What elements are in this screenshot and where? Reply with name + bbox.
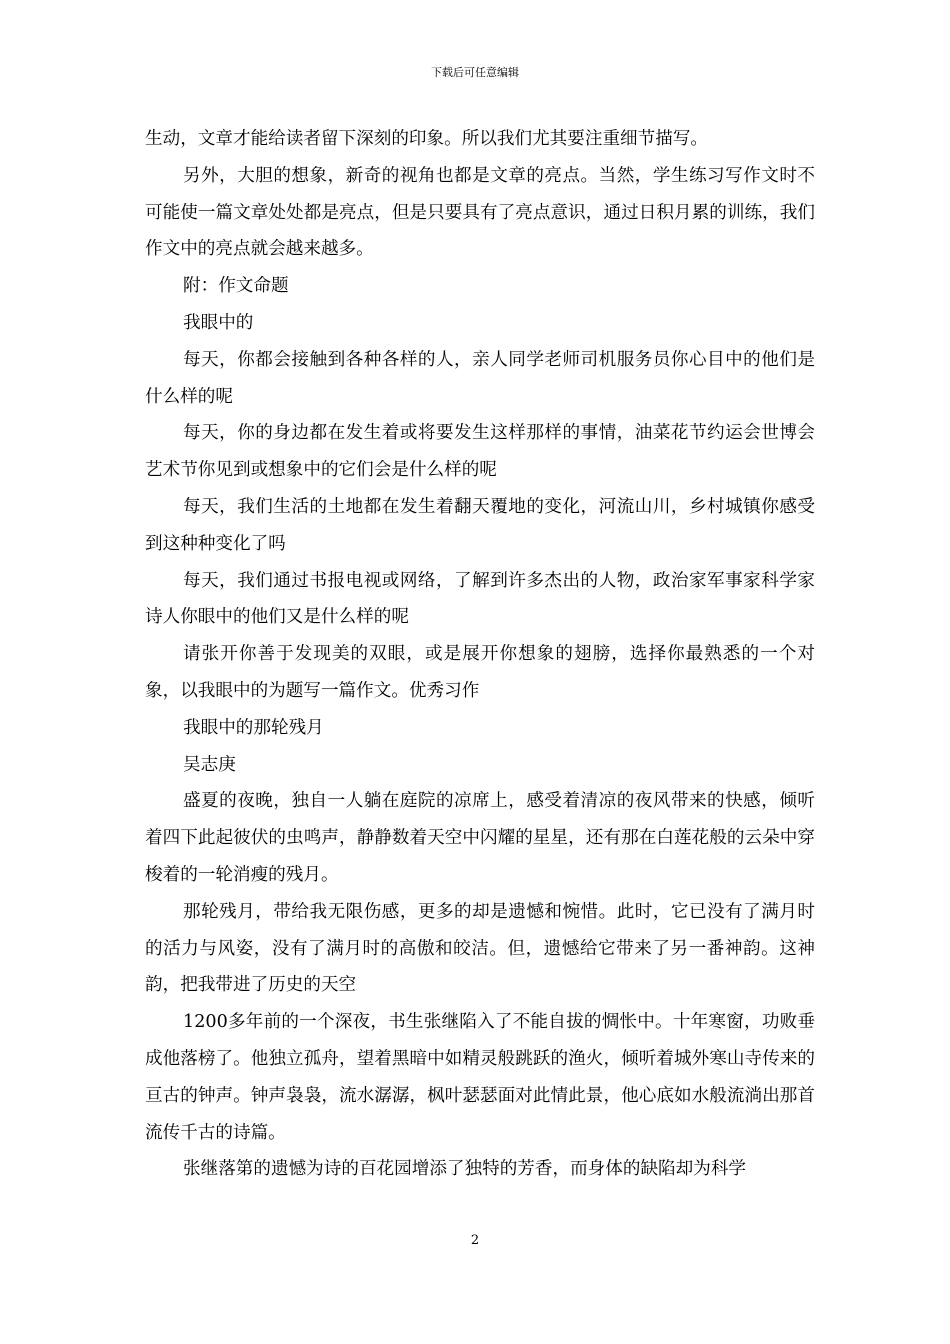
paragraph-5: 每天，你都会接触到各种各样的人，亲人同学老师司机服务员你心目中的他们是什么样的呢 bbox=[145, 349, 815, 407]
page-header bbox=[0, 66, 950, 80]
paragraph-14: 1200多年前的一个深夜，书生张继陷入了不能自拔的惆怅中。十年寒窗，功败垂成他落榜了。他独立孤舟，望着黑暗中如精灵般跳跃的渔火，倾听着城外寒山寺传来的亘古的钟声。钟声袅袅，流水潺潺，枫叶瑟瑟面对此情此景，他心底如水般流淌出那首流传千古的诗篇。 bbox=[145, 1012, 815, 1143]
paragraph-2: 另外，大胆的想象，新奇的视角也都是文章的亮点。当然，学生练习写作文时不可能使一篇文章处处都是亮点，但是只要具有了亮点意识，通过日积月累的训练，我们作文中的亮点就会越来越多。 bbox=[145, 165, 815, 260]
paragraph-15: 张继落第的遗憾为诗的百花园增添了独特的芳香，而身体的缺陷却为科学 bbox=[183, 1159, 747, 1180]
essay-title: 我眼中的那轮残月 bbox=[183, 717, 324, 738]
header-text: 下载后可任意编辑 bbox=[431, 66, 519, 79]
paragraph-12: 盛夏的夜晚，独自一人躺在庭院的凉席上，感受着清凉的夜风带来的快感，倾听着四下此起彼伏的虫鸣声，静静数着天空中闪耀的星星，还有那在白莲花般的云朵中穿梭着的一轮消瘦的残月。 bbox=[145, 791, 815, 885]
paragraph-1: 生动，文章才能给读者留下深刻的印象。所以我们尤其要注重细节描写。 bbox=[145, 129, 709, 149]
document-body bbox=[145, 121, 815, 1188]
paragraph-topic-title: 我眼中的 bbox=[183, 312, 254, 333]
paragraph-appendix-heading: 附：作文命题 bbox=[183, 276, 289, 297]
page-footer bbox=[0, 1233, 950, 1249]
paragraph-7: 每天，我们生活的土地都在发生着翻天覆地的变化，河流山川，乡村城镇你感受到这种种变化了吗 bbox=[145, 496, 815, 554]
essay-author: 吴志庚 bbox=[183, 754, 236, 775]
paragraph-9: 请张开你善于发现美的双眼，或是展开你想象的翅膀，选择你最熟悉的一个对象，以我眼中的为题写一篇作文。优秀习作 bbox=[145, 644, 815, 701]
paragraph-6: 每天，你的身边都在发生着或将要发生这样那样的事情，油菜花节约运会世博会艺术节你见到或想象中的它们会是什么样的呢 bbox=[145, 423, 815, 481]
paragraph-8: 每天，我们通过书报电视或网络，了解到许多杰出的人物，政治家军事家科学家诗人你眼中的他们又是什么样的呢 bbox=[145, 570, 815, 628]
paragraph-13: 那轮残月，带给我无限伤感，更多的却是遗憾和惋惜。此时，它已没有了满月时的活力与风姿，没有了满月时的高傲和皎洁。但，遗憾给它带来了另一番神韵。这神韵，把我带进了历史的天空 bbox=[145, 901, 815, 996]
page-number: 2 bbox=[470, 1233, 480, 1248]
